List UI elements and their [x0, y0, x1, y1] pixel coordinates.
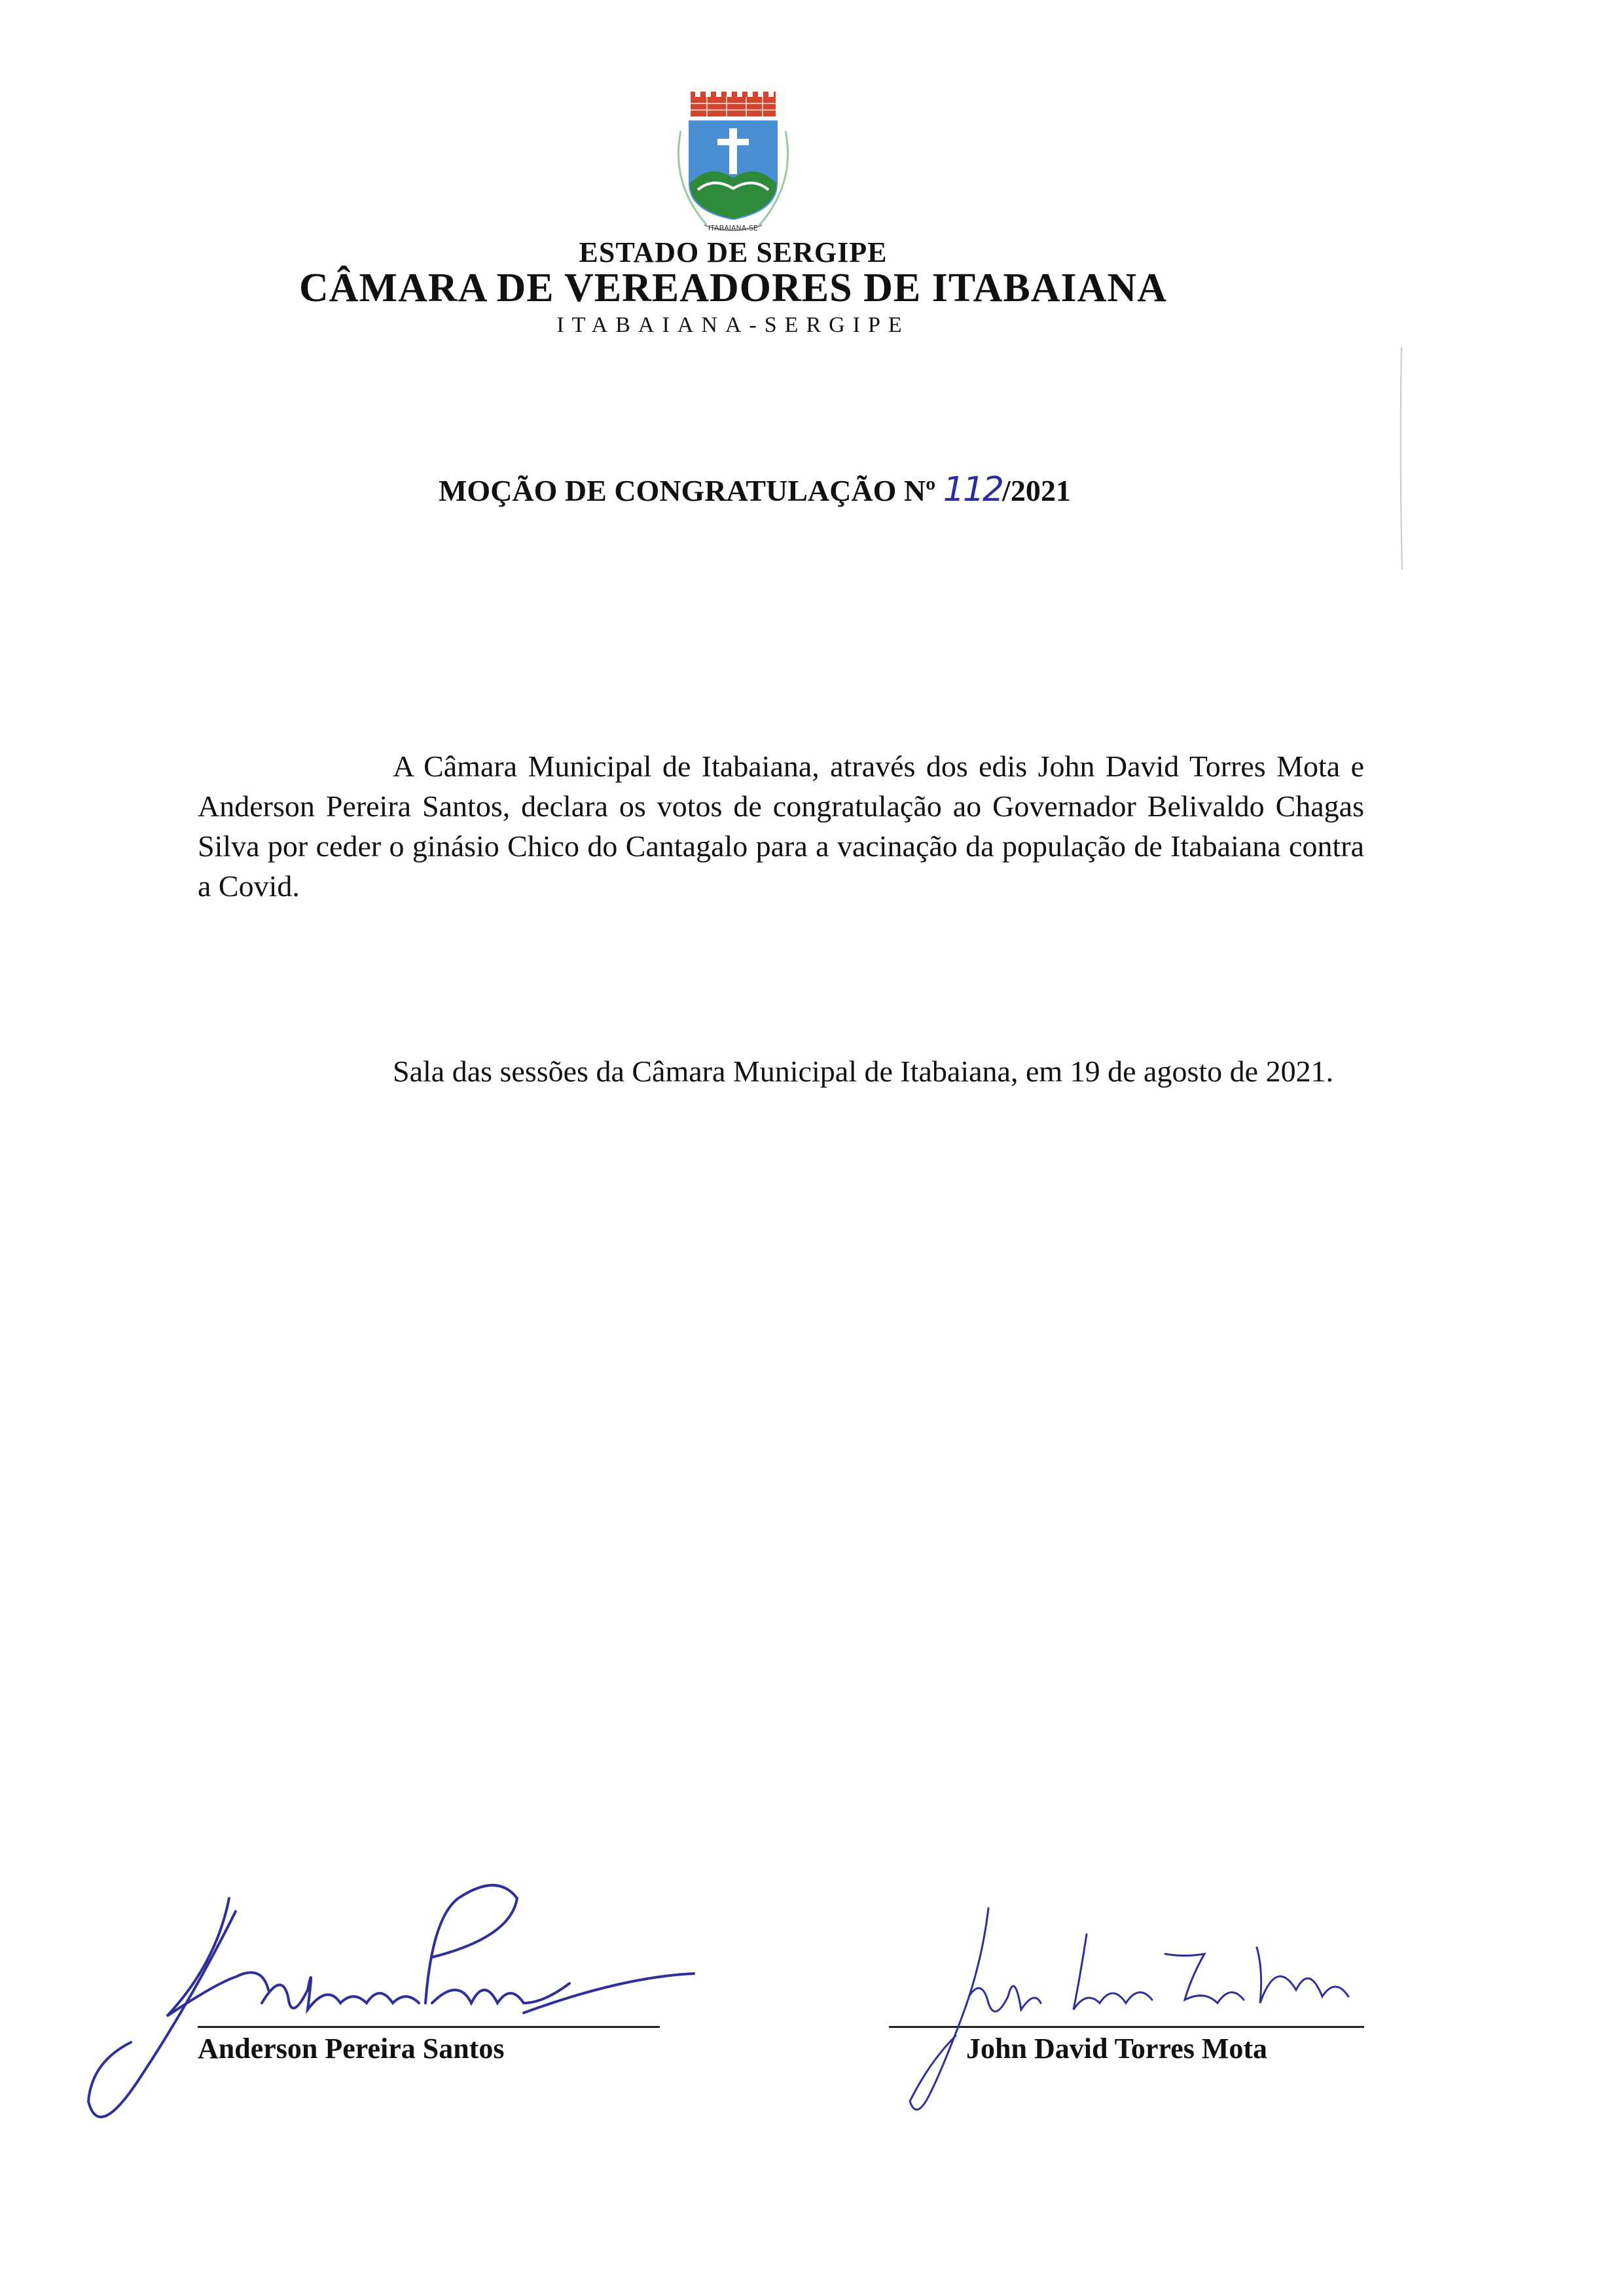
- motion-number-handwritten: 112: [943, 470, 1003, 509]
- motion-paragraph-text: A Câmara Municipal de Itabaiana, através dos edis John David Torres Mota e Anderson Pereira Santos, declara os votos de congratulação ao Governador Belivaldo Chagas Silva por ceder o ginásio Chico do Cantagalo para a vacinação da população de Itabaiana contra a Covid.: [198, 750, 1364, 903]
- chamber-name: CÂMARA DE VEREADORES DE ITABAIANA: [299, 266, 1167, 310]
- motion-title-prefix: MOÇÃO DE CONGRATULAÇÃO Nº: [439, 474, 936, 507]
- state-name: ESTADO DE SERGIPE: [579, 236, 888, 268]
- signature-line-left: [198, 2026, 660, 2028]
- signature-john-icon: [910, 1908, 1348, 2110]
- session-date-text: Sala das sessões da Câmara Municipal de Itabaiana, em 19 de agosto de 2021.: [393, 1055, 1334, 1088]
- session-date-paragraph: [198, 1051, 1364, 1091]
- scan-artifact: [1399, 347, 1403, 569]
- signatory-name-right: John David Torres Mota: [966, 2033, 1268, 2065]
- motion-paragraph: [198, 746, 1364, 906]
- crest-ribbon-text: ITABAIANA-SE: [708, 224, 758, 232]
- signature-line-right: [889, 2026, 1364, 2028]
- motion-title-suffix: /2021: [1002, 474, 1071, 507]
- signature-anderson-icon: [88, 1885, 694, 2117]
- city-name: ITABAIANA-SERGIPE: [556, 313, 910, 337]
- signatory-name-left: Anderson Pereira Santos: [198, 2033, 505, 2065]
- motion-title: [439, 470, 1071, 509]
- itabaiana-coat-of-arms-icon: [661, 85, 805, 236]
